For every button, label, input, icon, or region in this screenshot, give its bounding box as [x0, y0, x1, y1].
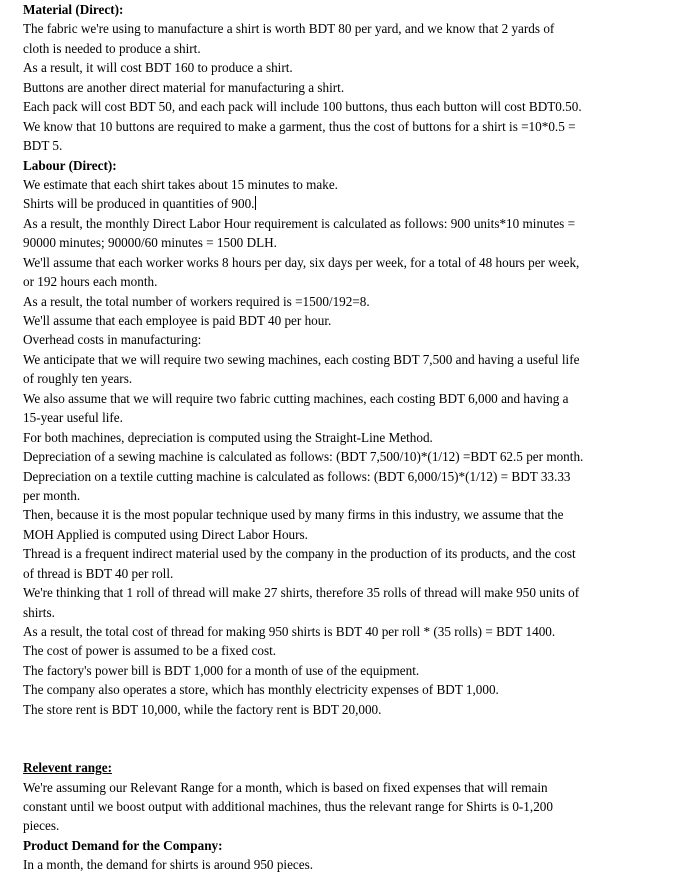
text-line: Depreciation of a sewing machine is calculated as follows: (BDT 7,500/10)*(1/12) =BDT 62.5 per month.: [23, 449, 584, 465]
text-line: We're assuming our Relevant Range for a month, which is based on fixed expenses that will remain: [23, 779, 548, 795]
text-line: Overhead costs in manufacturing:: [23, 332, 202, 348]
text-line: Each pack will cost BDT 50, and each pack will include 100 buttons, thus each button will cost BDT0.50.: [23, 99, 582, 115]
relevant-range-heading: [23, 758, 653, 777]
text-line: For both machines, depreciation is computed using the Straight-Line Method.: [23, 429, 433, 445]
text-line: We also assume that we will require two fabric cutting machines, each costing BDT 6,000 and having a: [23, 390, 569, 406]
text-line: We know that 10 buttons are required to make a garment, thus the cost of buttons for a shirt is =10*0.5 =: [23, 118, 576, 134]
document-body: [23, 0, 653, 875]
text-line: The company also operates a store, which has monthly electricity expenses of BDT 1,000.: [23, 682, 499, 698]
product-demand-heading: Product Demand for the Company:: [23, 837, 223, 853]
text-line: We'll assume that each worker works 8 hours per day, six days per week, for a total of 48 hours per week,: [23, 254, 580, 270]
text-line: 15-year useful life.: [23, 410, 123, 426]
text-line: MOH Applied is computed using Direct Labor Hours.: [23, 526, 308, 542]
text-cursor: [255, 196, 256, 210]
text-line: We estimate that each shirt takes about 15 minutes to make.: [23, 176, 338, 192]
text-line: [23, 719, 653, 738]
text-line: shirts.: [23, 604, 55, 620]
text-line: Depreciation on a textile cutting machine is calculated as follows: (BDT 6,000/15)*(1/12) = BDT 33.33: [23, 468, 571, 484]
text-line: of thread is BDT 40 per roll.: [23, 565, 174, 581]
labour-section: [23, 175, 653, 758]
text-line: We're thinking that 1 roll of thread will make 27 shirts, therefore 35 rolls of thread will make 950 units of: [23, 585, 580, 601]
text-line: The factory's power bill is BDT 1,000 for a month of use of the equipment.: [23, 662, 420, 678]
text-line: The store rent is BDT 10,000, while the factory rent is BDT 20,000.: [23, 701, 382, 717]
text-line: Then, because it is the most popular technique used by many firms in this industry, we assume that the: [23, 507, 564, 523]
text-line: per month.: [23, 487, 81, 503]
text-line: As a result, the total cost of thread for making 950 shirts is BDT 40 per roll * (35 rolls) = BDT 1400.: [23, 624, 556, 639]
product-demand-section: [23, 855, 653, 874]
text-line: In a month, the demand for shirts is around 950 pieces.: [23, 857, 314, 873]
relevant-range-heading-text: Relevent range:: [23, 760, 112, 776]
text-line: The fabric we're using to manufacture a shirt is worth BDT 80 per yard, and we know that 2 yards of: [23, 21, 555, 37]
text-line: 90000 minutes; 90000/60 minutes = 1500 DLH.: [23, 235, 277, 251]
text-line: constant until we boost output with additional machines, thus the relevant range for Shirts is 0-1,200: [23, 798, 553, 814]
text-line-with-cursor[interactable]: [23, 194, 653, 213]
labour-heading: Labour (Direct):: [23, 157, 117, 173]
text-line: As a result, the total number of workers required is =1500/192=8.: [23, 293, 370, 309]
text-line: As a result, the monthly Direct Labor Hour requirement is calculated as follows: 900 units*10 minutes =: [23, 215, 576, 231]
text-line: Shirts will be produced in quantities of 900.: [23, 196, 255, 212]
text-line: [23, 739, 653, 758]
relevant-range-section: [23, 778, 653, 836]
text-line: Thread is a frequent indirect material used by the company in the production of its products, and the cost: [23, 546, 576, 562]
text-line: As a result, it will cost BDT 160 to produce a shirt.: [23, 60, 293, 76]
text-line: BDT 5.: [23, 138, 63, 154]
material-section: [23, 19, 653, 155]
material-heading: Material (Direct):: [23, 2, 124, 17]
text-line: cloth is needed to produce a shirt.: [23, 40, 201, 56]
text-line: of roughly ten years.: [23, 371, 133, 387]
text-line: Buttons are another direct material for manufacturing a shirt.: [23, 79, 345, 95]
text-line: pieces.: [23, 818, 60, 834]
text-line: The cost of power is assumed to be a fixed cost.: [23, 643, 277, 659]
text-line: We anticipate that we will require two sewing machines, each costing BDT 7,500 and having a useful life: [23, 351, 580, 367]
text-line: We'll assume that each employee is paid BDT 40 per hour.: [23, 313, 332, 328]
text-line: or 192 hours each month.: [23, 274, 158, 290]
